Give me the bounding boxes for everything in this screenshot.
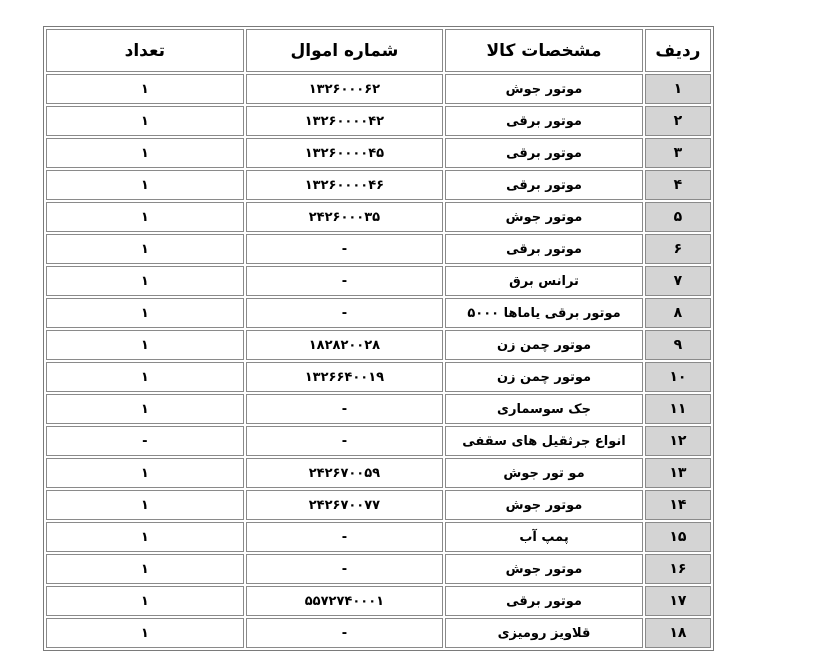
cell-quantity: ۱	[46, 618, 244, 648]
cell-quantity: ۱	[46, 138, 244, 168]
table-row	[46, 202, 711, 232]
header-row-number: ردیف	[645, 29, 711, 72]
cell-item-description: موتور جوش	[445, 490, 643, 520]
cell-item-description: موتور برقی	[445, 586, 643, 616]
header-quantity: تعداد	[46, 29, 244, 72]
cell-quantity: ۱	[46, 554, 244, 584]
table-row	[46, 490, 711, 520]
cell-row-number: ۱۵	[645, 522, 711, 552]
cell-quantity: ۱	[46, 202, 244, 232]
cell-item-description: مو تور جوش	[445, 458, 643, 488]
cell-item-description: انواع جرثقیل های سقفی	[445, 426, 643, 456]
cell-row-number: ۱۳	[645, 458, 711, 488]
cell-item-description: موتور برقی	[445, 170, 643, 200]
cell-quantity: ۱	[46, 330, 244, 360]
cell-item-description: ترانس برق	[445, 266, 643, 296]
cell-quantity: ۱	[46, 394, 244, 424]
cell-item-description: پمپ آب	[445, 522, 643, 552]
table-row	[46, 74, 711, 104]
cell-row-number: ۶	[645, 234, 711, 264]
cell-asset-number: ۲۴۲۶۰۰۰۳۵	[246, 202, 444, 232]
table-row	[46, 618, 711, 648]
table-row	[46, 362, 711, 392]
cell-asset-number: -	[246, 426, 444, 456]
cell-quantity: ۱	[46, 362, 244, 392]
cell-item-description: موتور جوش	[445, 202, 643, 232]
cell-item-description: موتور برقی	[445, 106, 643, 136]
cell-row-number: ۱۴	[645, 490, 711, 520]
cell-row-number: ۱۷	[645, 586, 711, 616]
cell-item-description: جک سوسماری	[445, 394, 643, 424]
cell-asset-number: -	[246, 394, 444, 424]
cell-quantity: ۱	[46, 490, 244, 520]
cell-asset-number: ۱۸۲۸۲۰۰۲۸	[246, 330, 444, 360]
table-row	[46, 426, 711, 456]
table-row	[46, 170, 711, 200]
table-row	[46, 586, 711, 616]
cell-item-description: قلاویز رومیزی	[445, 618, 643, 648]
table-row	[46, 138, 711, 168]
table-body	[46, 74, 711, 648]
table-row	[46, 394, 711, 424]
cell-item-description: موتور چمن زن	[445, 330, 643, 360]
cell-asset-number: ۱۳۲۶۰۰۰۰۴۶	[246, 170, 444, 200]
cell-quantity: ۱	[46, 106, 244, 136]
cell-row-number: ۱۶	[645, 554, 711, 584]
cell-asset-number: -	[246, 298, 444, 328]
cell-item-description: موتور جوش	[445, 74, 643, 104]
table-header-row	[46, 29, 711, 72]
cell-item-description: موتور برقی	[445, 138, 643, 168]
cell-row-number: ۷	[645, 266, 711, 296]
cell-asset-number: -	[246, 522, 444, 552]
table-row	[46, 234, 711, 264]
cell-quantity: ۱	[46, 586, 244, 616]
cell-item-description: موتور جوش	[445, 554, 643, 584]
cell-asset-number: -	[246, 234, 444, 264]
equipment-table	[43, 26, 714, 651]
header-asset-number: شماره اموال	[246, 29, 444, 72]
cell-quantity: ۱	[46, 298, 244, 328]
cell-row-number: ۵	[645, 202, 711, 232]
cell-row-number: ۱۱	[645, 394, 711, 424]
cell-asset-number: -	[246, 554, 444, 584]
header-item-description: مشخصات کالا	[445, 29, 643, 72]
table-row	[46, 522, 711, 552]
table-row	[46, 458, 711, 488]
cell-quantity: ۱	[46, 74, 244, 104]
cell-quantity: -	[46, 426, 244, 456]
table-row	[46, 298, 711, 328]
cell-item-description: موتور برقی یاماها ۵۰۰۰	[445, 298, 643, 328]
cell-quantity: ۱	[46, 266, 244, 296]
cell-row-number: ۱۰	[645, 362, 711, 392]
cell-quantity: ۱	[46, 170, 244, 200]
cell-quantity: ۱	[46, 234, 244, 264]
table-row	[46, 266, 711, 296]
equipment-table-container	[43, 26, 714, 651]
cell-item-description: موتور چمن زن	[445, 362, 643, 392]
cell-row-number: ۱	[645, 74, 711, 104]
cell-asset-number: ۱۳۲۶۰۰۰۶۲	[246, 74, 444, 104]
cell-quantity: ۱	[46, 458, 244, 488]
table-row	[46, 106, 711, 136]
cell-row-number: ۴	[645, 170, 711, 200]
cell-row-number: ۹	[645, 330, 711, 360]
cell-row-number: ۱۲	[645, 426, 711, 456]
cell-asset-number: ۱۳۲۶۶۴۰۰۱۹	[246, 362, 444, 392]
cell-asset-number: ۵۵۷۲۷۴۰۰۰۱	[246, 586, 444, 616]
table-row	[46, 330, 711, 360]
cell-quantity: ۱	[46, 522, 244, 552]
cell-row-number: ۱۸	[645, 618, 711, 648]
cell-asset-number: -	[246, 266, 444, 296]
table-row	[46, 554, 711, 584]
cell-asset-number: ۲۴۲۶۷۰۰۵۹	[246, 458, 444, 488]
cell-asset-number: -	[246, 618, 444, 648]
cell-row-number: ۳	[645, 138, 711, 168]
cell-row-number: ۲	[645, 106, 711, 136]
cell-item-description: موتور برقی	[445, 234, 643, 264]
cell-row-number: ۸	[645, 298, 711, 328]
cell-asset-number: ۱۳۲۶۰۰۰۰۴۵	[246, 138, 444, 168]
cell-asset-number: ۱۳۲۶۰۰۰۰۴۲	[246, 106, 444, 136]
cell-asset-number: ۲۴۲۶۷۰۰۷۷	[246, 490, 444, 520]
